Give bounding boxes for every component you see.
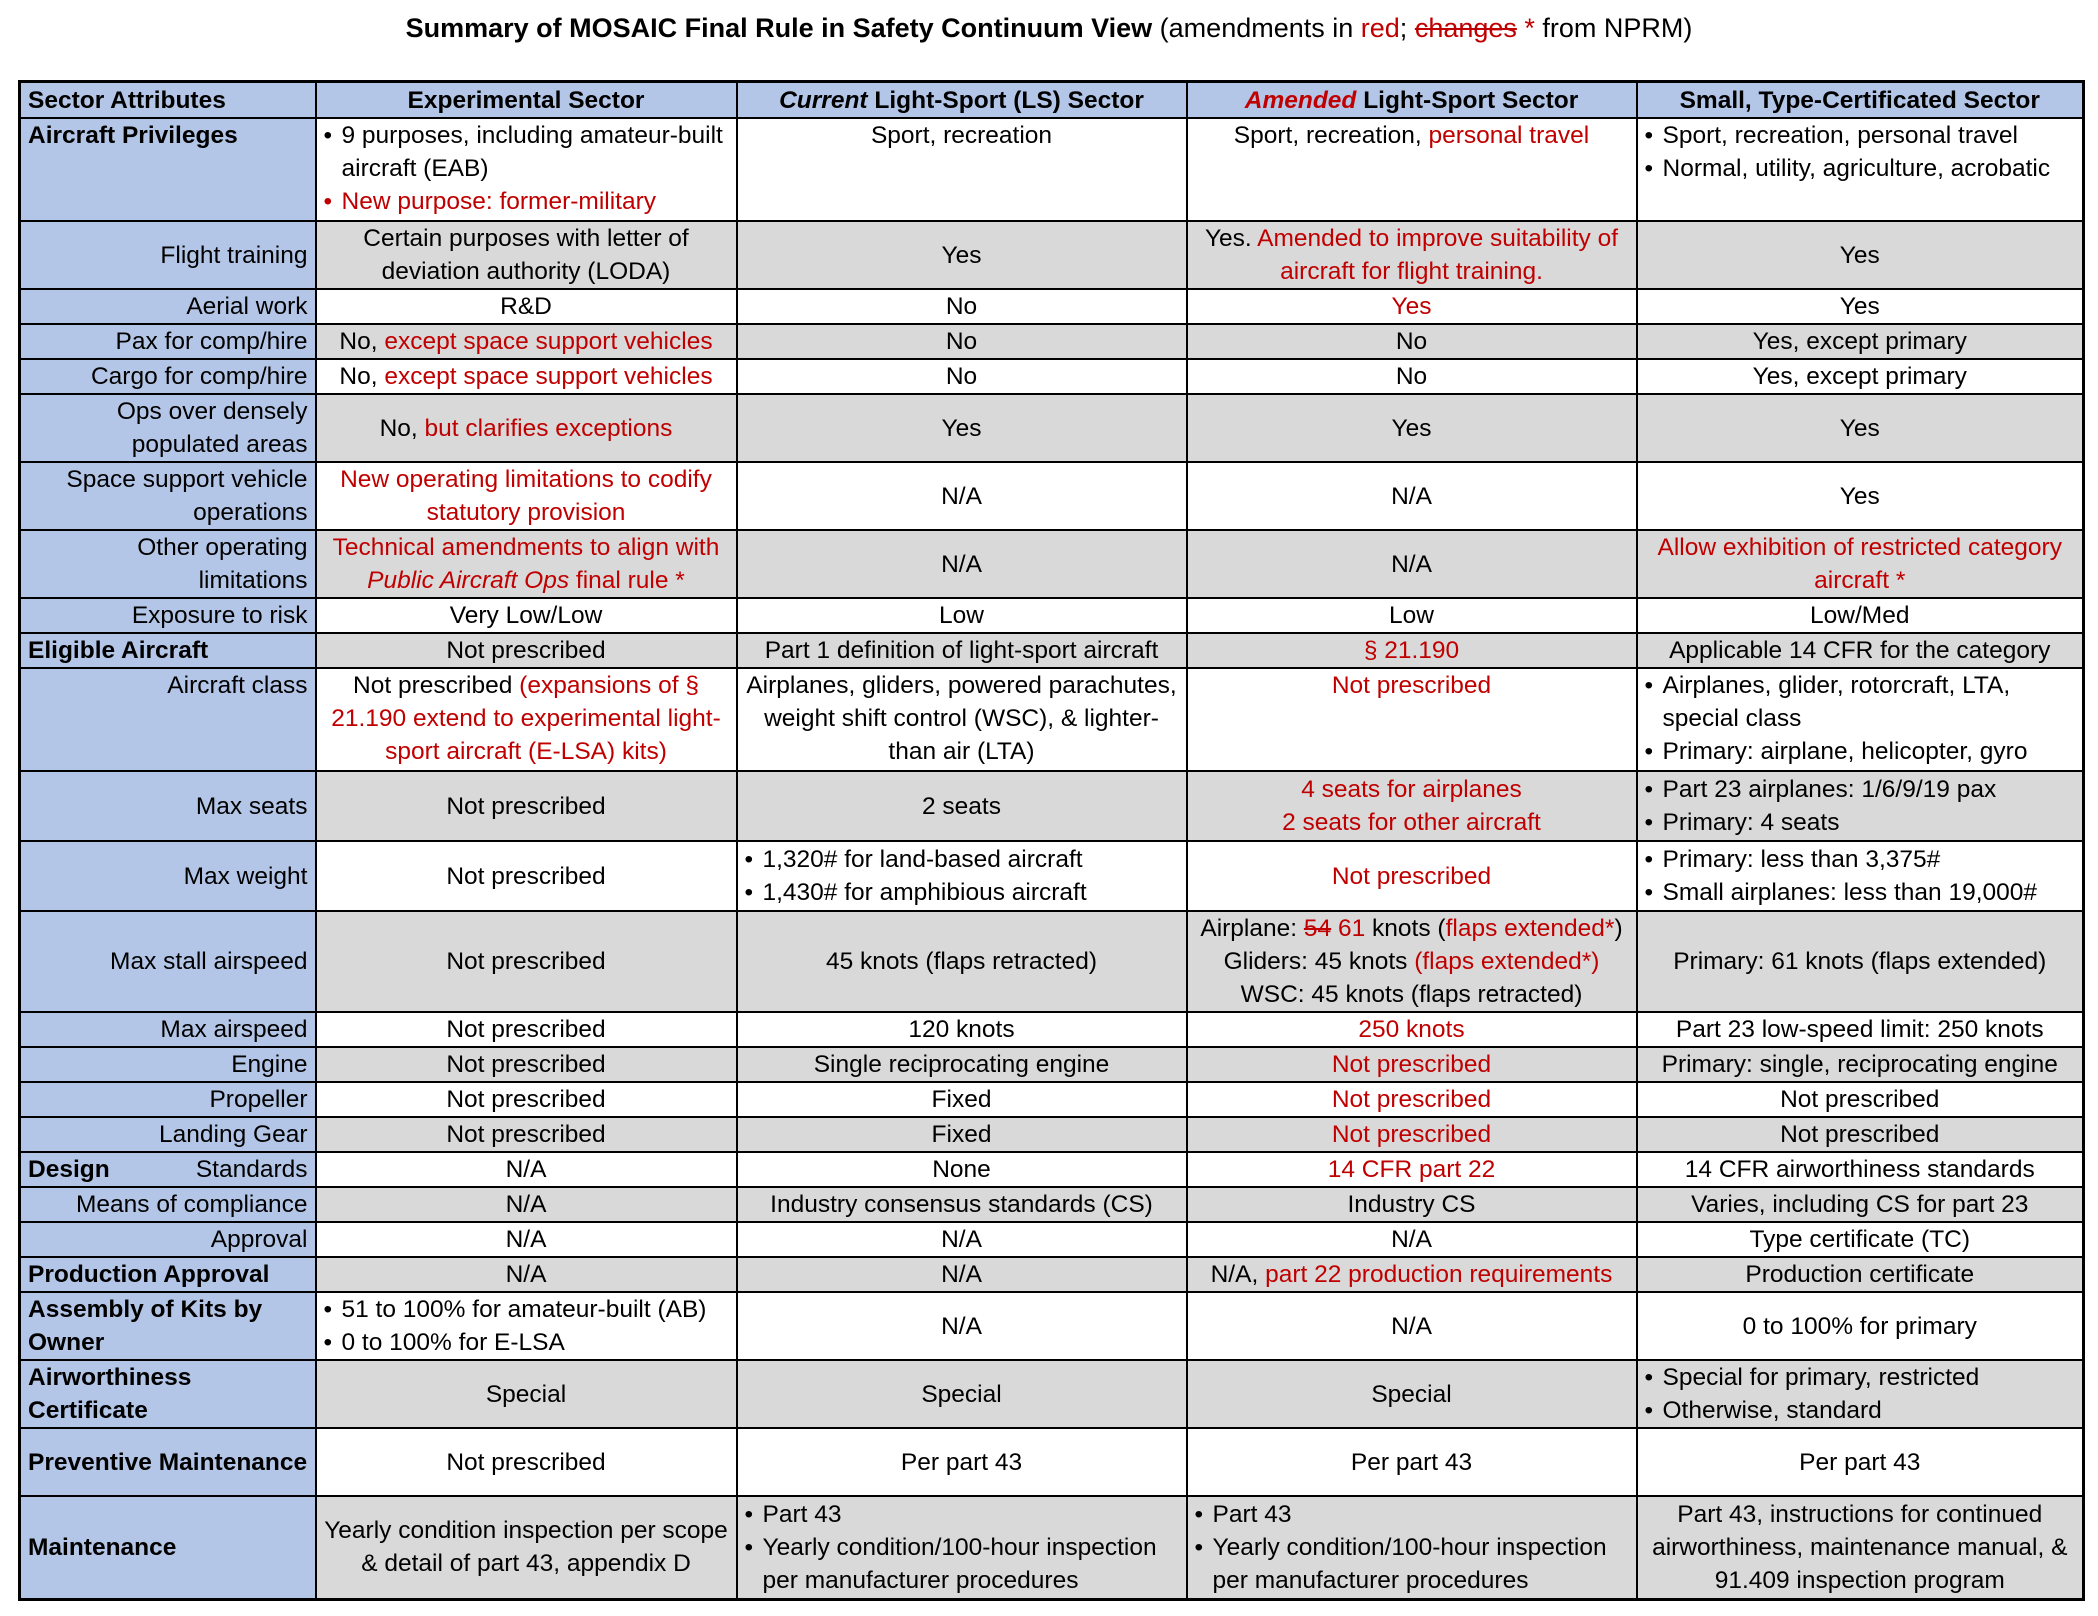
table-cell: Special	[316, 1360, 737, 1428]
table-row	[20, 462, 2084, 530]
table-cell: Part 23 low-speed limit: 250 knots	[1637, 1012, 2084, 1047]
list-item: • Otherwise, standard	[1645, 1394, 2076, 1427]
table-cell: Not prescribed	[316, 841, 737, 911]
table-cell: N/A	[316, 1152, 737, 1187]
table-cell: Yes, except primary	[1637, 359, 2084, 394]
table-cell: Not prescribed	[1187, 1117, 1637, 1152]
table-row	[20, 1428, 2084, 1496]
table-row	[20, 1360, 2084, 1428]
cell-text-amended: Technical amendments to align with	[332, 534, 720, 561]
table-cell: Not prescribed	[1187, 841, 1637, 911]
table-cell: Not prescribed	[1637, 1117, 2084, 1152]
row-label: Max stall airspeed	[20, 911, 316, 1012]
row-label: Propeller	[20, 1082, 316, 1117]
row-label: Ops over densely populated areas	[20, 394, 316, 462]
cell-text-amended: except space support vehicles	[384, 328, 713, 355]
row-label: Production Approval	[20, 1257, 316, 1292]
table-cell: Fixed	[737, 1082, 1187, 1117]
table-cell	[1187, 1496, 1637, 1599]
list-item: • 9 purposes, including amateur-built aircraft (EAB)	[324, 119, 729, 185]
table-cell: Very Low/Low	[316, 598, 737, 633]
table-cell: Yes, except primary	[1637, 324, 2084, 359]
cell-text-amended: final rule *	[569, 567, 685, 594]
table-cell: Not prescribed	[316, 633, 737, 668]
cell-text: Not prescribed	[353, 672, 520, 699]
table-cell: Sport, recreation	[737, 118, 1187, 221]
table-cell	[316, 359, 737, 394]
table-cell: Per part 43	[737, 1428, 1187, 1496]
table-cell: Yearly condition inspection per scope & detail of part 43, appendix D	[316, 1496, 737, 1599]
table-cell	[1187, 118, 1637, 221]
table-cell: Not prescribed	[1187, 668, 1637, 771]
table-row	[20, 1117, 2084, 1152]
table-cell	[1187, 221, 1637, 289]
table-cell: N/A	[316, 1222, 737, 1257]
table-cell: N/A	[737, 1292, 1187, 1360]
table-cell: N/A	[316, 1257, 737, 1292]
table-cell: Yes	[1637, 289, 2084, 324]
cell-text: No,	[379, 414, 425, 442]
row-label	[20, 1152, 316, 1187]
cell-text-amended: (expansions of § 21.190 extend to experimental light-sport aircraft (E-LSA) kits)	[331, 672, 721, 765]
table-row	[20, 1082, 2084, 1117]
table-cell: Airplanes, gliders, powered parachutes, weight shift control (WSC), & lighter-than air (LTA)	[737, 668, 1187, 771]
table-cell	[316, 530, 737, 598]
header-amended-rest: Light-Sport Sector	[1356, 86, 1579, 114]
table-cell: New operating limitations to codify statutory provision	[316, 462, 737, 530]
page-title	[0, 8, 2098, 48]
list-item: • Part 23 airplanes: 1/6/9/19 pax	[1645, 773, 2076, 806]
cell-text-amended: but clarifies exceptions	[424, 414, 673, 442]
cell-text: Yes.	[1204, 225, 1258, 252]
table-cell: 120 knots	[737, 1012, 1187, 1047]
list-item: • 1,320# for land-based aircraft	[745, 843, 1179, 876]
list-item: • Part 43	[745, 1498, 1179, 1531]
design-sub-label: Standards	[195, 1156, 308, 1183]
bullet-list	[1645, 773, 2076, 839]
row-label: Engine	[20, 1047, 316, 1082]
title-part-1: (amendments in	[1152, 13, 1361, 43]
row-label: Approval	[20, 1222, 316, 1257]
table-cell: Single reciprocating engine	[737, 1047, 1187, 1082]
cell-line: 2 seats for other aircraft	[1282, 809, 1541, 836]
table-cell: N/A	[1187, 1222, 1637, 1257]
row-label: Assembly of Kits by Owner	[20, 1292, 316, 1360]
table-row	[20, 771, 2084, 841]
row-label: Means of compliance	[20, 1187, 316, 1222]
cell-text: N/A,	[1210, 1261, 1266, 1288]
table-cell: Not prescribed	[316, 1082, 737, 1117]
cell-text: No,	[339, 328, 385, 355]
table-cell: Not prescribed	[1187, 1047, 1637, 1082]
table-row	[20, 633, 2084, 668]
table-cell: 0 to 100% for primary	[1637, 1292, 2084, 1360]
title-part-2: ;	[1399, 13, 1415, 43]
cell-text-amended: flaps extended*	[1445, 915, 1615, 942]
list-item: • Sport, recreation, personal travel	[1645, 119, 2076, 152]
table-cell	[1187, 771, 1637, 841]
list-item: • Part 43	[1195, 1498, 1629, 1531]
row-label: Max weight	[20, 841, 316, 911]
table-cell: Yes	[1637, 221, 2084, 289]
cell-text: Airplane:	[1200, 915, 1304, 942]
table-row	[20, 1152, 2084, 1187]
table-cell	[316, 118, 737, 221]
table-row	[20, 359, 2084, 394]
table-cell: Applicable 14 CFR for the category	[1637, 633, 2084, 668]
bullet-list	[745, 1498, 1179, 1597]
table-cell: Yes	[1187, 394, 1637, 462]
bullet-list	[1645, 1361, 2076, 1427]
table-cell: Low/Med	[1637, 598, 2084, 633]
list-item: • Airplanes, glider, rotorcraft, LTA, special class	[1645, 669, 2076, 735]
table-cell: Part 43, instructions for continued airworthiness, maintenance manual, & 91.409 inspection program	[1637, 1496, 2084, 1599]
table-row	[20, 1496, 2084, 1599]
table-cell: Varies, including CS for part 23	[1637, 1187, 2084, 1222]
table-cell: Special	[737, 1360, 1187, 1428]
table-row	[20, 1222, 2084, 1257]
cell-line: WSC: 45 knots (flaps retracted)	[1240, 981, 1583, 1008]
table-cell: § 21.190	[1187, 633, 1637, 668]
table-row	[20, 1187, 2084, 1222]
table-cell	[737, 1496, 1187, 1599]
cell-text: Gliders: 45 knots	[1223, 948, 1415, 975]
list-item: • Primary: airplane, helicopter, gyro	[1645, 735, 2076, 768]
row-label: Exposure to risk	[20, 598, 316, 633]
cell-text-amended: Amended to improve suitability of aircraft for flight training.	[1257, 225, 1619, 285]
table-cell: Not prescribed	[316, 911, 737, 1012]
table-cell: N/A	[1187, 530, 1637, 598]
table-cell: Not prescribed	[316, 1047, 737, 1082]
table-cell	[737, 841, 1187, 911]
table-cell: Not prescribed	[316, 1012, 737, 1047]
header-experimental: Experimental Sector	[316, 82, 737, 119]
table-row	[20, 324, 2084, 359]
table-cell: Not prescribed	[316, 771, 737, 841]
row-label: Aircraft Privileges	[20, 118, 316, 221]
table-cell	[1637, 668, 2084, 771]
header-sector-attributes: Sector Attributes	[20, 82, 316, 119]
bullet-list	[1645, 119, 2076, 185]
list-item: • 51 to 100% for amateur-built (AB)	[324, 1293, 729, 1326]
table-cell: N/A	[737, 1257, 1187, 1292]
list-item: • Yearly condition/100-hour inspection per manufacturer procedures	[1195, 1531, 1629, 1597]
cell-text: knots (	[1365, 915, 1446, 942]
table-cell: No	[1187, 324, 1637, 359]
list-item: • 0 to 100% for E-LSA	[324, 1326, 729, 1359]
table-cell: Industry consensus standards (CS)	[737, 1187, 1187, 1222]
table-cell: Not prescribed	[316, 1117, 737, 1152]
table-cell: Not prescribed	[1187, 1082, 1637, 1117]
table-cell: N/A	[737, 1222, 1187, 1257]
table-cell: No	[737, 289, 1187, 324]
row-label: Preventive Maintenance	[20, 1428, 316, 1496]
table-cell: Yes	[1187, 289, 1637, 324]
table-cell: R&D	[316, 289, 737, 324]
bullet-list	[324, 119, 729, 218]
table-cell: Yes	[737, 221, 1187, 289]
cell-text: Sport, recreation,	[1233, 122, 1429, 149]
table-cell: 2 seats	[737, 771, 1187, 841]
table-cell: Per part 43	[1187, 1428, 1637, 1496]
row-label: Max airspeed	[20, 1012, 316, 1047]
table-cell: N/A	[737, 530, 1187, 598]
row-label: Landing Gear	[20, 1117, 316, 1152]
table-row	[20, 1012, 2084, 1047]
cell-line	[1195, 912, 1629, 945]
table-row	[20, 530, 2084, 598]
table-cell: Yes	[1637, 394, 2084, 462]
list-item: • New purpose: former-military	[324, 185, 729, 218]
list-item: • Yearly condition/100-hour inspection per manufacturer procedures	[745, 1531, 1179, 1597]
table-cell	[1637, 118, 2084, 221]
table-cell: Per part 43	[1637, 1428, 2084, 1496]
table-cell: Primary: 61 knots (flaps extended)	[1637, 911, 2084, 1012]
table-cell: Yes	[737, 394, 1187, 462]
row-label: Pax for comp/hire	[20, 324, 316, 359]
cell-text-struck: 54	[1303, 915, 1332, 942]
table-cell: Low	[1187, 598, 1637, 633]
table-cell	[1187, 1257, 1637, 1292]
table-cell: Production certificate	[1637, 1257, 2084, 1292]
design-label-wrap	[28, 1153, 308, 1186]
title-red-word: red	[1360, 13, 1400, 43]
row-label: Maintenance	[20, 1496, 316, 1599]
list-item: • Special for primary, restricted	[1645, 1361, 2076, 1394]
table-cell: No	[737, 359, 1187, 394]
cell-text: )	[1614, 915, 1623, 942]
table-cell: 14 CFR airworthiness standards	[1637, 1152, 2084, 1187]
table-cell: N/A	[316, 1187, 737, 1222]
table-cell: Primary: single, reciprocating engine	[1637, 1047, 2084, 1082]
table-cell: Not prescribed	[1637, 1082, 2084, 1117]
row-label: Aircraft class	[20, 668, 316, 771]
row-label: Airworthiness Certificate	[20, 1360, 316, 1428]
table-cell: Certain purposes with letter of deviation authority (LODA)	[316, 221, 737, 289]
row-label: Flight training	[20, 221, 316, 289]
header-current-rest: Light-Sport (LS) Sector	[867, 86, 1144, 114]
table-cell: No	[737, 324, 1187, 359]
cell-text-italic: Public Aircraft Ops	[367, 567, 570, 594]
cell-line: 4 seats for airplanes	[1301, 776, 1522, 803]
cell-text-amended: (flaps extended*)	[1414, 948, 1600, 975]
title-part-3: from NPRM)	[1534, 13, 1693, 43]
list-item: • Primary: 4 seats	[1645, 806, 2076, 839]
table-cell: No	[1187, 359, 1637, 394]
table-row	[20, 841, 2084, 911]
table-cell	[316, 1292, 737, 1360]
table-cell	[1637, 1360, 2084, 1428]
cell-text-amended: 61	[1337, 915, 1366, 942]
table-cell	[316, 324, 737, 359]
table-cell: Type certificate (TC)	[1637, 1222, 2084, 1257]
table-cell: 250 knots	[1187, 1012, 1637, 1047]
table-row	[20, 394, 2084, 462]
list-item: • 1,430# for amphibious aircraft	[745, 876, 1179, 909]
table-row	[20, 289, 2084, 324]
header-current-ls	[737, 82, 1187, 119]
row-label: Eligible Aircraft	[20, 633, 316, 668]
table-cell: None	[737, 1152, 1187, 1187]
list-item: • Normal, utility, agriculture, acrobatic	[1645, 152, 2076, 185]
table-cell: N/A	[737, 462, 1187, 530]
summary-table	[18, 80, 2085, 1601]
table-row	[20, 668, 2084, 771]
table-row	[20, 118, 2084, 221]
table-cell: 45 knots (flaps retracted)	[737, 911, 1187, 1012]
row-label: Space support vehicle operations	[20, 462, 316, 530]
table-cell	[1637, 771, 2084, 841]
title-star: *	[1516, 13, 1535, 43]
table-cell: Allow exhibition of restricted category aircraft *	[1637, 530, 2084, 598]
row-label: Aerial work	[20, 289, 316, 324]
cell-text-amended: part 22 production requirements	[1265, 1261, 1613, 1288]
header-current-em: Current	[779, 86, 868, 114]
row-label: Cargo for comp/hire	[20, 359, 316, 394]
table-cell: Special	[1187, 1360, 1637, 1428]
design-section-label: Design	[28, 1156, 110, 1183]
title-changes-word: changes	[1414, 13, 1517, 43]
table-cell: Not prescribed	[316, 1428, 737, 1496]
bullet-list	[745, 843, 1179, 909]
table-cell: N/A	[1187, 1292, 1637, 1360]
table-cell: Yes	[1637, 462, 2084, 530]
table-cell: 14 CFR part 22	[1187, 1152, 1637, 1187]
table-row	[20, 1257, 2084, 1292]
table-cell: Low	[737, 598, 1187, 633]
table-cell: N/A	[1187, 462, 1637, 530]
cell-line	[1195, 945, 1629, 978]
table-row	[20, 598, 2084, 633]
bullet-list	[1645, 669, 2076, 768]
list-item: • Primary: less than 3,375#	[1645, 843, 2076, 876]
header-amended-em: Amended	[1244, 86, 1357, 114]
title-main: Summary of MOSAIC Final Rule in Safety Continuum View	[405, 13, 1153, 43]
list-item: • Small airplanes: less than 19,000#	[1645, 876, 2076, 909]
table-row	[20, 1047, 2084, 1082]
table-row	[20, 1292, 2084, 1360]
header-row	[20, 82, 2084, 119]
table-cell	[316, 668, 737, 771]
row-label: Other operating limitations	[20, 530, 316, 598]
table-row	[20, 221, 2084, 289]
table-cell: Industry CS	[1187, 1187, 1637, 1222]
cell-text-amended: except space support vehicles	[384, 363, 713, 390]
bullet-list	[1195, 1498, 1629, 1597]
table-cell	[316, 394, 737, 462]
cell-text-amended: personal travel	[1428, 122, 1590, 149]
table-row	[20, 911, 2084, 1012]
row-label: Max seats	[20, 771, 316, 841]
table-cell: Part 1 definition of light-sport aircraft	[737, 633, 1187, 668]
header-amended-ls	[1187, 82, 1637, 119]
table-cell: Fixed	[737, 1117, 1187, 1152]
table-cell	[1637, 841, 2084, 911]
table-cell	[1187, 911, 1637, 1012]
header-small-tc: Small, Type-Certificated Sector	[1637, 82, 2084, 119]
bullet-list	[324, 1293, 729, 1359]
cell-text: No,	[339, 363, 385, 390]
bullet-list	[1645, 843, 2076, 909]
